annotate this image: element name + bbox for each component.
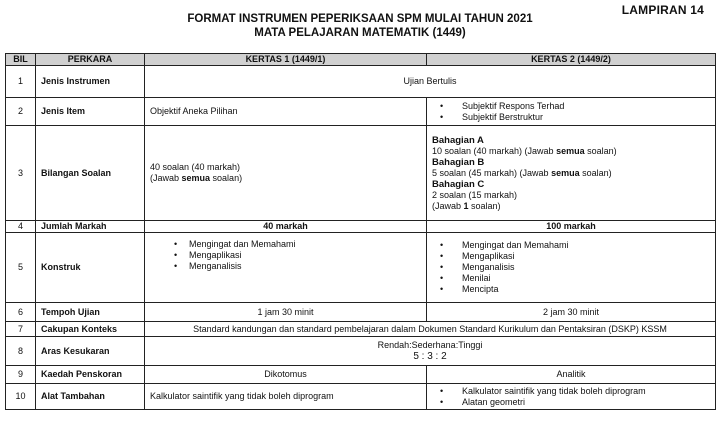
row-number: 4 [6,221,36,233]
row-perkara: Jumlah Markah [36,221,145,233]
row-perkara: Alat Tambahan [36,384,145,410]
row-number: 6 [6,303,36,322]
document-title [0,13,720,40]
row-perkara: Aras Kesukaran [36,337,145,366]
list-item: • Mengaplikasi [432,251,710,262]
table-row [6,221,716,233]
header-perkara: PERKARA [36,54,145,66]
bilangan-soalan-kertas-2 [427,126,716,221]
bahagian-a-detail: 10 soalan (40 markah) (Jawab semua soalan) [432,145,617,156]
format-table [5,53,716,410]
table-header-row [6,54,716,66]
bahagian-b-detail: 5 soalan (45 markah) (Jawab semua soalan) [432,167,612,178]
list-item: • Mengaplikasi [168,250,421,261]
row-number: 7 [6,322,36,337]
row-number: 8 [6,337,36,366]
table-row [6,322,716,337]
bahagian-c-detail: 2 soalan (15 markah) [432,189,518,200]
list-item: • Mencipta [432,284,710,295]
kaedah-penskoran-kertas-2: Analitik [427,366,716,384]
table-row [6,98,716,126]
jenis-instrumen-value: Ujian Bertulis [145,66,716,98]
aras-kesukaran-label: Rendah:Sederhana:Tinggi [377,340,483,350]
table-row [6,337,716,366]
table-row [6,66,716,98]
alat-tambahan-kertas-2 [427,384,716,410]
header-kertas-1: KERTAS 1 (1449/1) [145,54,427,66]
table-row [6,126,716,221]
aras-kesukaran-ratio: 5 : 3 : 2 [413,351,447,362]
row-perkara: Cakupan Konteks [36,322,145,337]
row-perkara: Jenis Item [36,98,145,126]
row-number: 9 [6,366,36,384]
row-perkara: Jenis Instrumen [36,66,145,98]
k1-jawab-line: (Jawab semua soalan) [150,173,243,183]
tempoh-ujian-kertas-2: 2 jam 30 minit [427,303,716,322]
row-number: 2 [6,98,36,126]
list-item: • Menganalisis [168,261,421,272]
row-number: 5 [6,233,36,303]
list-item: • Subjektif Berstruktur [432,112,710,123]
table-row [6,233,716,303]
row-perkara: Konstruk [36,233,145,303]
header-bil: BIL [6,54,36,66]
title-line-2: MATA PELAJARAN MATEMATIK (1449) [254,26,466,39]
bahagian-b-title: Bahagian B [432,156,485,168]
alat-tambahan-kertas-1: Kalkulator saintifik yang tidak boleh diprogram [145,384,427,410]
list-item: • Alatan geometri [432,397,710,408]
list-item: • Mengingat dan Memahami [432,240,710,251]
list-item: • Kalkulator saintifik yang tidak boleh diprogram [432,386,710,397]
list-item: • Subjektif Respons Terhad [432,101,710,112]
row-number: 1 [6,66,36,98]
cakupan-konteks-value: Standard kandungan dan standard pembelajaran dalam Dokumen Standard Kurikulum dan Pentaksiran (DSKP) KSSM [145,322,716,337]
row-perkara: Tempoh Ujian [36,303,145,322]
title-line-1: FORMAT INSTRUMEN PEPERIKSAAN SPM MULAI TAHUN 2021 [187,13,533,25]
row-number: 3 [6,126,36,221]
table-row [6,384,716,410]
bilangan-soalan-kertas-1 [145,126,427,221]
list-item: • Menganalisis [432,262,710,273]
row-number: 10 [6,384,36,410]
konstruk-kertas-1 [145,233,427,303]
list-item: • Menilai [432,273,710,284]
aras-kesukaran-value [145,337,716,366]
row-perkara: Kaedah Penskoran [36,366,145,384]
konstruk-kertas-2 [427,233,716,303]
kaedah-penskoran-kertas-1: Dikotomus [145,366,427,384]
bahagian-c-jawab: (Jawab 1 soalan) [432,200,501,211]
table-row [6,366,716,384]
table-row [6,303,716,322]
jumlah-markah-kertas-1: 40 markah [145,221,427,233]
list-item: • Mengingat dan Memahami [168,239,421,250]
lampiran-label: LAMPIRAN 14 [621,3,704,17]
k1-soalan-line: 40 soalan (40 markah) [150,162,241,172]
jenis-item-kertas-2 [427,98,716,126]
bahagian-c-title: Bahagian C [432,178,485,190]
tempoh-ujian-kertas-1: 1 jam 30 minit [145,303,427,322]
jenis-item-kertas-1: Objektif Aneka Pilihan [145,98,427,126]
header-kertas-2: KERTAS 2 (1449/2) [427,54,716,66]
row-perkara: Bilangan Soalan [36,126,145,221]
jumlah-markah-kertas-2: 100 markah [427,221,716,233]
bahagian-a-title: Bahagian A [432,134,484,146]
